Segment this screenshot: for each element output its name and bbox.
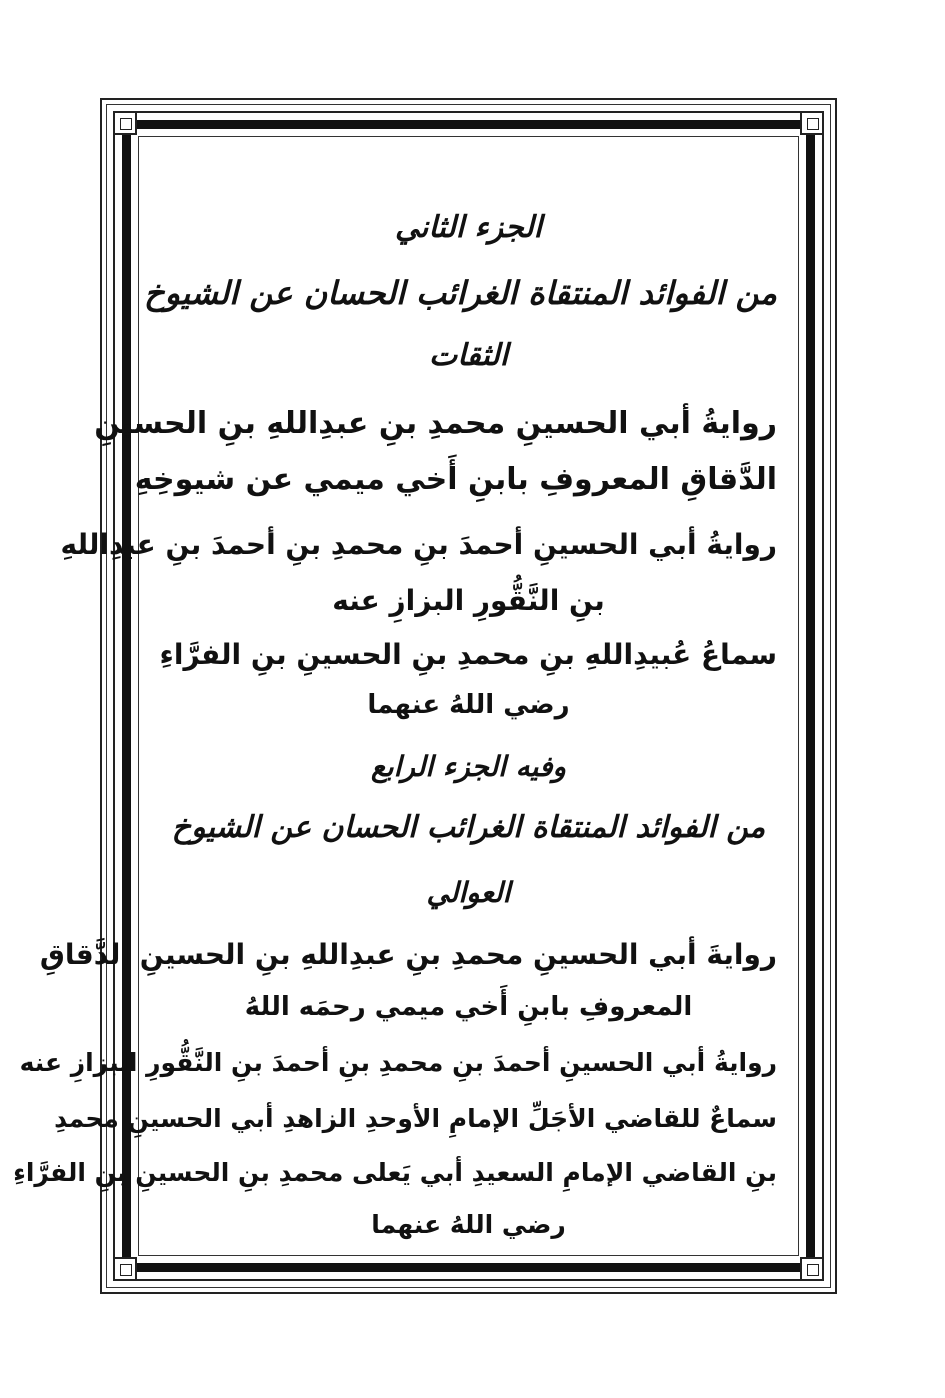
collection-title-2: من الفوائد المنتقاة الغرائب الحسان عن الشيوخ [171,810,766,845]
title-page-content [13,190,777,1250]
corner-ornament-bottom-left [113,1257,137,1281]
narration-2-line-4: سماعٌ للقاضي الأجَلِّ الإمامِ الأوحدِ الزاهدِ أبي الحسينِ محمدِ [54,1104,777,1133]
collection-title-1: من الفوائد المنتقاة الغرائب الحسان عن الشيوخ [144,274,777,312]
narration-2-line-6: رضي اللهُ عنهما [371,1210,566,1239]
narration-1-line-6: رضي اللهُ عنهما [367,690,570,720]
narration-2-line-5: بنِ القاضي الإمامِ السعيدِ أبي يَعلى محمدِ بنِ الحسينِ بنِ الفرَّاءِ [13,1158,777,1187]
narration-2-line-1: روايةَ أبي الحسينِ محمدِ بنِ عبدِاللهِ بنِ الحسينِ الدَّقاقِ [39,938,777,971]
narration-1-line-1: روايةُ أبي الحسينِ محمدِ بنِ عبدِاللهِ بنِ الحسينِ [94,406,777,441]
collection-subtitle-2: العوالي [426,876,511,909]
narration-1-line-4: بنِ النَّقُّورِ البزازِ عنه [332,584,605,617]
narration-1-line-5: سماعُ عُبيدِاللهِ بنِ محمدِ بنِ الحسينِ بنِ الفرَّاءِ [159,638,777,671]
corner-ornament-top-right [800,111,824,135]
part-title-2: وفيه الجزء الرابع [370,750,567,783]
narration-1-line-3: روايةُ أبي الحسينِ أحمدَ بنِ محمدِ بنِ أحمدَ بنِ عبدِاللهِ [60,528,777,561]
corner-ornament-bottom-right [800,1257,824,1281]
collection-subtitle-1: الثقات [428,338,509,373]
narration-1-line-2: الدَّقاقِ المعروفِ بابنِ أَخي ميمي عن شيوخِهِ [134,462,777,497]
narration-2-line-2: المعروفِ بابنِ أَخي ميمي رحمَه اللهُ [244,992,693,1022]
corner-ornament-top-left [113,111,137,135]
narration-2-line-3: روايةُ أبي الحسينِ أحمدَ بنِ محمدِ بنِ أحمدَ بنِ النَّقُّورِ البزازِ عنه [19,1048,777,1077]
part-title-1: الجزء الثاني [395,210,542,245]
